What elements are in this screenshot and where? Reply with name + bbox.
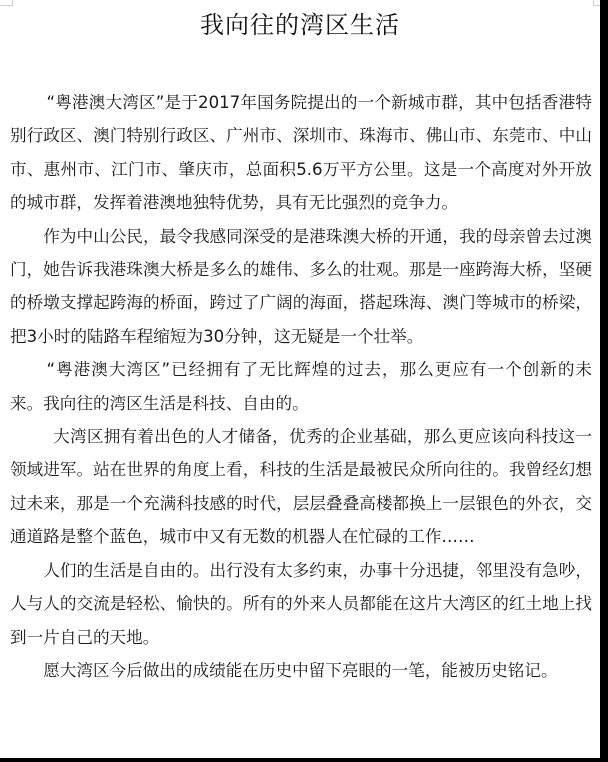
essay-body	[10, 86, 592, 687]
paragraph-2: 作为中山公民，最令我感同深受的是港珠澳大桥的开通，我的母亲曾去过澳门，她告诉我港珠澳大桥是多么的雄伟、多么的壮观。那是一座跨海大桥，坚硬的桥墩支撑起跨海的桥面，跨过了广阔的海面，搭起珠海、澳门等城市的桥梁，把3小时的陆路车程缩短为30分钟，这无疑是一个壮举。	[10, 226, 592, 346]
right-edge-border	[600, 0, 608, 762]
paragraph-6: 愿大湾区今后做出的成绩能在历史中留下亮眼的一笔，能被历史铭记。	[43, 660, 558, 680]
essay-title: 我向往的湾区生活	[200, 11, 400, 39]
paragraph-4: 大湾区拥有着出色的人才储备，优秀的企业基础，那么更应该向科技这一领域进军。站在世界的角度上看，科技的生活是最被民众所向往的。我曾经幻想过未来，那是一个充满科技感的时代，层层叠叠高楼都换上一层银色的外衣，交通道路是整个蓝色，城市中又有无数的机器人在忙碌的工作……	[10, 427, 592, 547]
bottom-edge-border	[0, 758, 608, 762]
crop-mark-top-left	[0, 0, 13, 6]
paragraph-1: “粤港澳大湾区”是于2017年国务院提出的一个新城市群，其中包括香港特别行政区、澳门特别行政区、广州市、深圳市、珠海市、佛山市、东莞市、中山市、惠州市、江门市、肇庆市，总面积5.6万平方公里。这是一个高度对外开放的城市群，发挥着港澳地独特优势，具有无比强烈的竞争力。	[10, 93, 592, 213]
crop-mark-top-right	[593, 0, 600, 6]
paragraph-5: 人们的生活是自由的。出行没有太多约束，办事十分迅捷，邻里没有急吵，人与人的交流是轻松、愉快的。所有的外来人员都能在这片大湾区的红土地上找到一片自己的天地。	[10, 560, 592, 647]
paragraph-3: “粤港澳大湾区”已经拥有了无比辉煌的过去，那么更应有一个创新的未来。我向往的湾区生活是科技、自由的。	[10, 360, 592, 413]
